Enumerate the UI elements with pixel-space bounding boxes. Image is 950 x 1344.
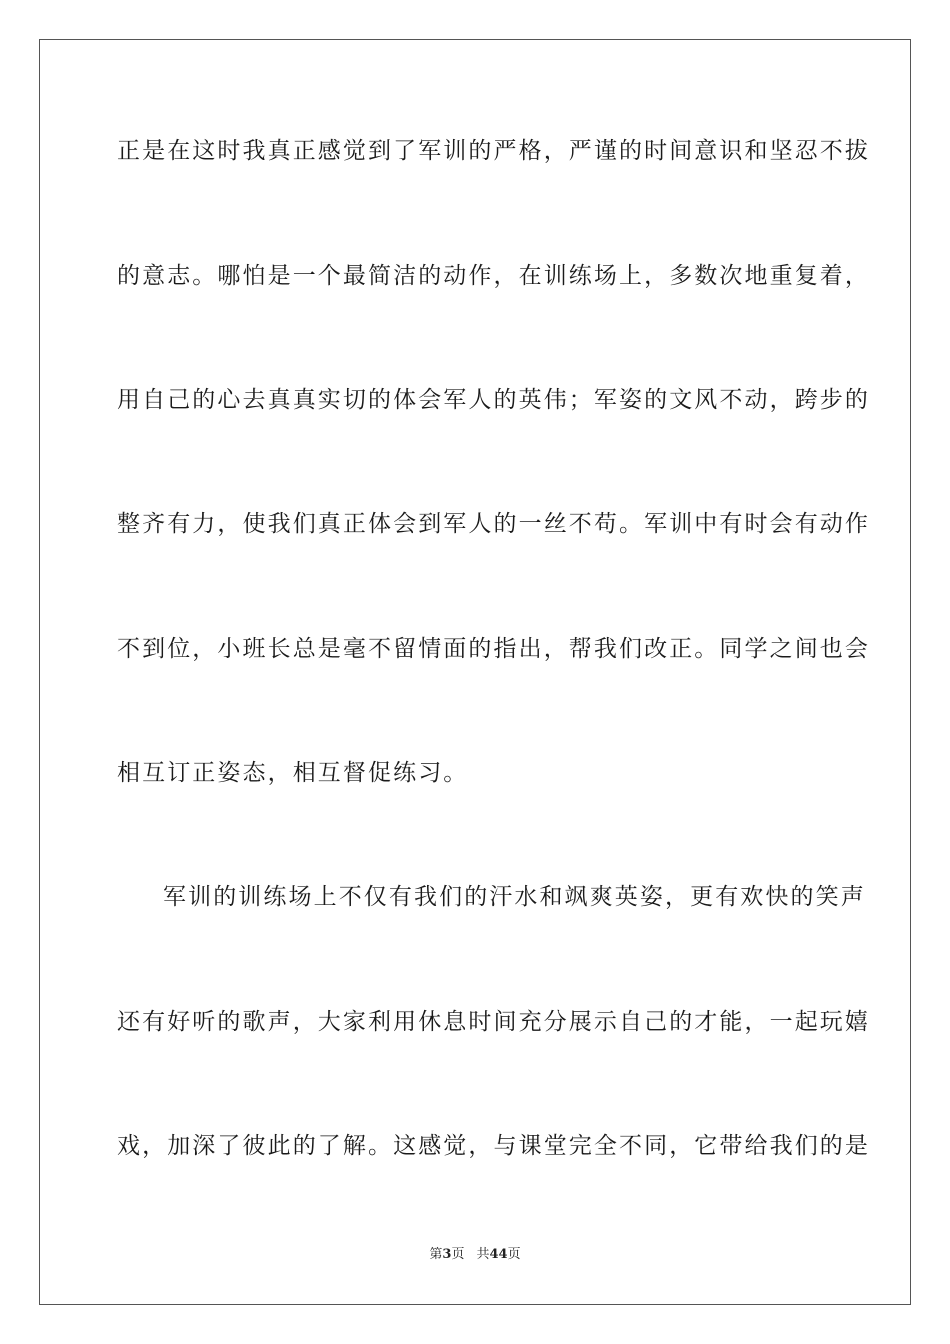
- current-page-number: 3: [442, 1247, 452, 1262]
- page-prefix: 第: [429, 1247, 443, 1262]
- body-text-line-3: 用自己的心去真真实切的体会军人的英伟；军姿的文风不动，跨步的: [117, 387, 870, 413]
- body-text-line-8: 还有好听的歌声，大家利用休息时间充分展示自己的才能，一起玩嬉: [117, 1009, 870, 1035]
- body-text-line-7: 军训的训练场上不仅有我们的汗水和飒爽英姿，更有欢快的笑声: [163, 884, 866, 910]
- page-suffix: 页: [451, 1247, 465, 1262]
- total-suffix: 页: [507, 1247, 521, 1262]
- page-footer: [0, 1246, 950, 1264]
- total-prefix: 共: [476, 1247, 490, 1262]
- total-pages-number: 44: [489, 1247, 508, 1262]
- body-text-line-1: 正是在这时我真正感觉到了军训的严格，严谨的时间意识和坚忍不拔: [117, 138, 870, 164]
- body-text-line-4: 整齐有力，使我们真正体会到军人的一丝不苟。军训中有时会有动作: [117, 511, 870, 537]
- body-text-line-9: 戏，加深了彼此的了解。这感觉，与课堂完全不同，它带给我们的是: [117, 1133, 870, 1159]
- page-border: [39, 39, 911, 1305]
- body-text-line-6: 相互订正姿态，相互督促练习。: [117, 760, 469, 786]
- body-text-line-5: 不到位，小班长总是毫不留情面的指出，帮我们改正。同学之间也会: [117, 636, 870, 662]
- body-text-line-2: 的意志。哪怕是一个最简洁的动作，在训练场上，多数次地重复着，: [117, 263, 870, 289]
